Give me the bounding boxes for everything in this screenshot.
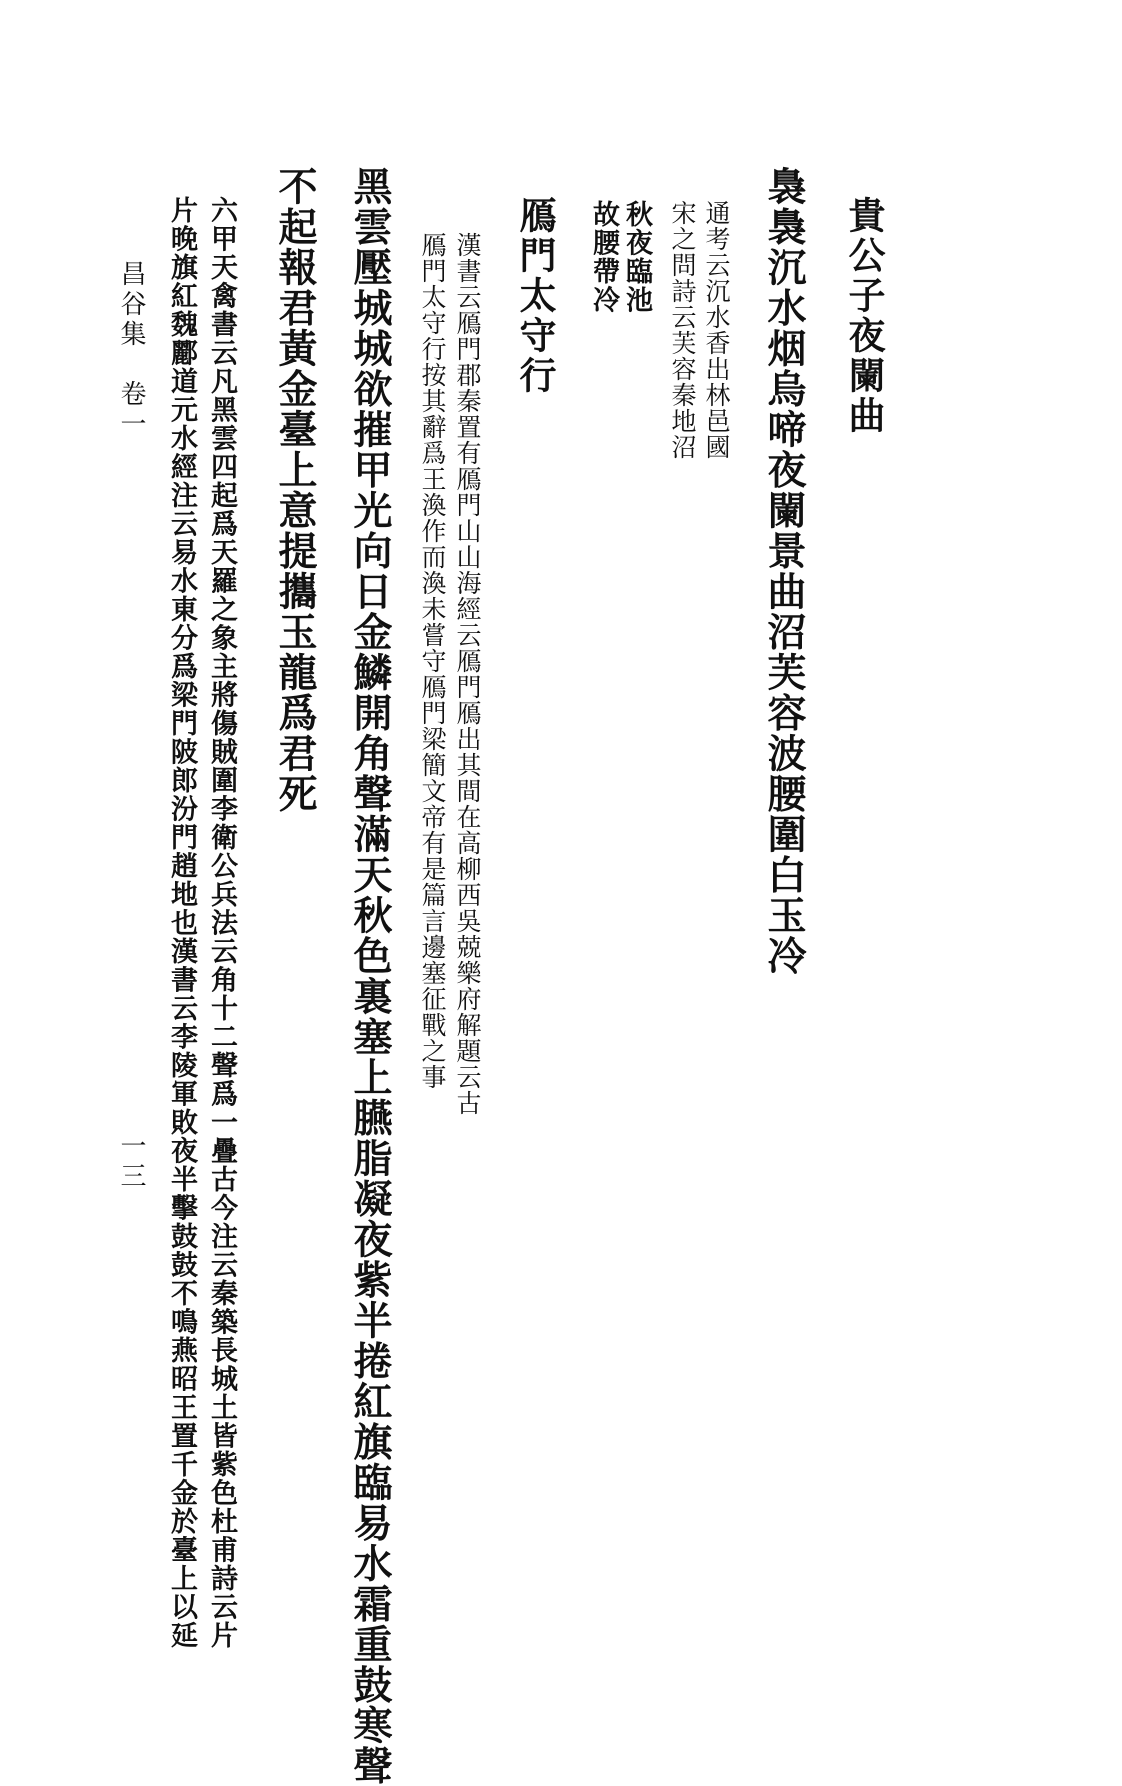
page-number: 一三 — [116, 1132, 146, 1192]
poem2-verse-1: 黑雲壓城城欲摧甲光向日金鱗開角聲滿天秋色裏塞上臙脂凝夜紫半捲紅旗臨易水霜重鼓寒聲 — [347, 166, 393, 1786]
poem2-verse-2: 不起報君黃金臺上意提攜玉龍爲君死 — [272, 166, 318, 814]
book-title: 昌谷集 卷一 — [116, 260, 146, 440]
poem1-note-1: 通考云沉水香出林邑國 — [702, 200, 731, 460]
poem2-commentary-1: 六甲天禽書云凡黑雲四起爲天羅之象主將傷賊圍李衛公兵法云角十二聲爲一疊古今注云秦築長城土皆紫色杜甫詩云片 — [206, 196, 237, 1650]
poem2-title: 鴈門太守行 — [513, 196, 557, 396]
poem1-verse: 裊裊沉水烟烏啼夜闌景曲沼芙容波腰圍白玉冷 — [761, 166, 807, 976]
poem2-note-2: 鴈門太守行按其辭爲王渙作而渙未嘗守鴈門梁簡文帝有是篇言邊塞征戰之事 — [418, 232, 447, 1090]
poem2-note-1: 漢書云鴈門郡秦置有鴈門山山海經云鴈門鴈出其間在高柳西吳兢樂府解題云古 — [453, 232, 482, 1116]
poem1-note-4: 故腰帶冷 — [588, 200, 619, 314]
poem1-title: 貴公子夜闌曲 — [842, 196, 886, 436]
poem2-commentary-2: 片晚旗紅魏酈道元水經注云易水東分爲梁門陂郎汾門趙地也漢書云李陵軍敗夜半擊鼓鼓不鳴燕昭王置千金於臺上以延 — [166, 196, 197, 1650]
poem1-note-3: 秋夜臨池 — [621, 200, 652, 314]
poem1-note-2: 宋之問詩云芙容秦地沼 — [668, 200, 697, 460]
